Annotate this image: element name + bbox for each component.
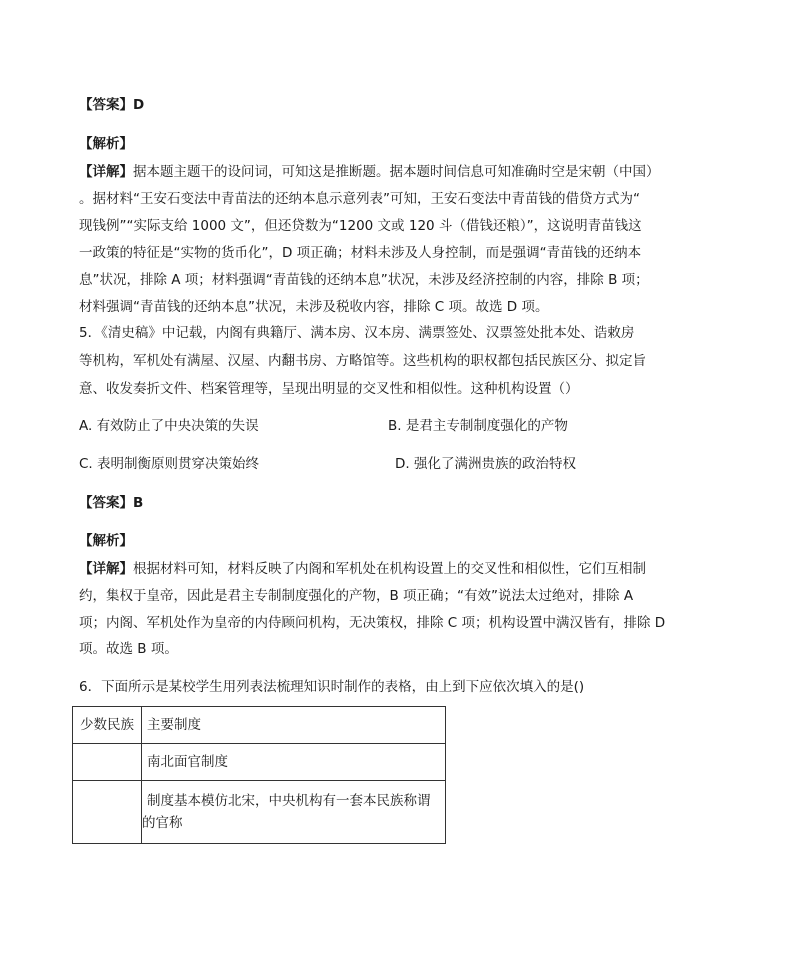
q5-option-a: A. 有效防止了中央决策的失误 <box>79 418 259 434</box>
table-row <box>73 781 446 844</box>
q5-analysis-heading: 【解析】 <box>79 533 133 549</box>
table-cell-blank <box>73 781 142 844</box>
table-row <box>73 744 446 781</box>
table-header-cell: 少数民族 <box>73 707 142 744</box>
answer-value: D <box>133 97 145 113</box>
table-cell-line: 制度基本模仿北宋，中央机构有一套本民族称谓 <box>147 793 431 809</box>
q4-analysis-line-5: 息”状况，排除 A 项；材料强调“青苗钱的还纳本息”状况，未涉及经济控制的内容，排除 B 项； <box>79 272 649 288</box>
q5-analysis-line-1: 【详解】根据材料可知，材料反映了内阁和军机处在机构设置上的交叉性和相似性，它们互相制 <box>79 561 646 577</box>
q4-analysis-line-6: 材料强调“青苗钱的还纳本息”状况，未涉及税收内容，排除 C 项。故选 D 项。 <box>79 299 549 315</box>
table-cell: 南北面官制度 <box>142 744 446 781</box>
table-header-cell: 主要制度 <box>142 707 446 744</box>
q5-analysis-line-2: 约，集权于皇帝，因此是君主专制制度强化的产物，B 项正确；“有效”说法太过绝对，排除 A <box>79 588 634 604</box>
q4-answer-line <box>79 95 144 115</box>
q5-option-c: C. 表明制衡原则贯穿决策始终 <box>79 456 260 472</box>
q5-answer-line <box>79 493 143 513</box>
q5-option-b: B. 是君主专制制度强化的产物 <box>388 418 568 434</box>
q5-analysis-line-4: 项。故选 B 项。 <box>79 641 178 657</box>
table-cell <box>142 781 446 844</box>
answer-tag: 【答案】 <box>79 495 133 511</box>
table-cell-blank <box>73 744 142 781</box>
q5-stem-line-2: 等机构，军机处有满屋、汉屋、内翻书房、方略馆等。这些机构的职权都包括民族区分、拟定旨 <box>79 353 646 369</box>
table-cell-line: 的官称 <box>142 815 183 831</box>
q5-stem-line-1: 5．《清史稿》中记载，内阁有典籍厅、满本房、汉本房、满票签处、汉票签处批本处、诰敕房 <box>79 325 635 341</box>
q4-analysis-line-2: 。据材料“王安石变法中青苗法的还纳本息示意列表”可知，王安石变法中青苗钱的借贷方式为“ <box>79 191 640 207</box>
q6-stem: 6．下面所示是某校学生用列表法梳理知识时制作的表格，由上到下应依次填入的是() <box>79 679 585 695</box>
answer-value: B <box>133 495 144 511</box>
q5-option-d: D. 强化了满洲贵族的政治特权 <box>395 456 576 472</box>
q4-analysis-line-1: 【详解】据本题主题干的设问词，可知这是推断题。据本题时间信息可知准确时空是宋朝（中国） <box>79 164 660 180</box>
detail-tag: 【详解】 <box>79 561 133 577</box>
q4-analysis-heading: 【解析】 <box>79 136 133 152</box>
q5-stem-line-3: 意、收发奏折文件、档案管理等，呈现出明显的交叉性和相似性。这种机构设置（） <box>79 381 579 397</box>
detail-tag: 【详解】 <box>79 164 133 180</box>
q6-knowledge-table <box>72 706 446 844</box>
q4-analysis-line-4: 一政策的特征是“实物的货币化”，D 项正确；材料未涉及人身控制，而是强调“青苗钱的还纳本 <box>79 245 642 261</box>
q5-analysis-line-3: 项；内阁、军机处作为皇帝的内侍顾问机构，无决策权，排除 C 项；机构设置中满汉皆有，排除 D <box>79 615 666 631</box>
table-row <box>73 707 446 744</box>
answer-tag: 【答案】 <box>79 97 133 113</box>
q4-analysis-line-3: 现钱例”“实际支给 1000 文”，但还贷数为“1200 文或 120 斗（借钱还粮）”，这说明青苗钱这 <box>79 218 642 234</box>
